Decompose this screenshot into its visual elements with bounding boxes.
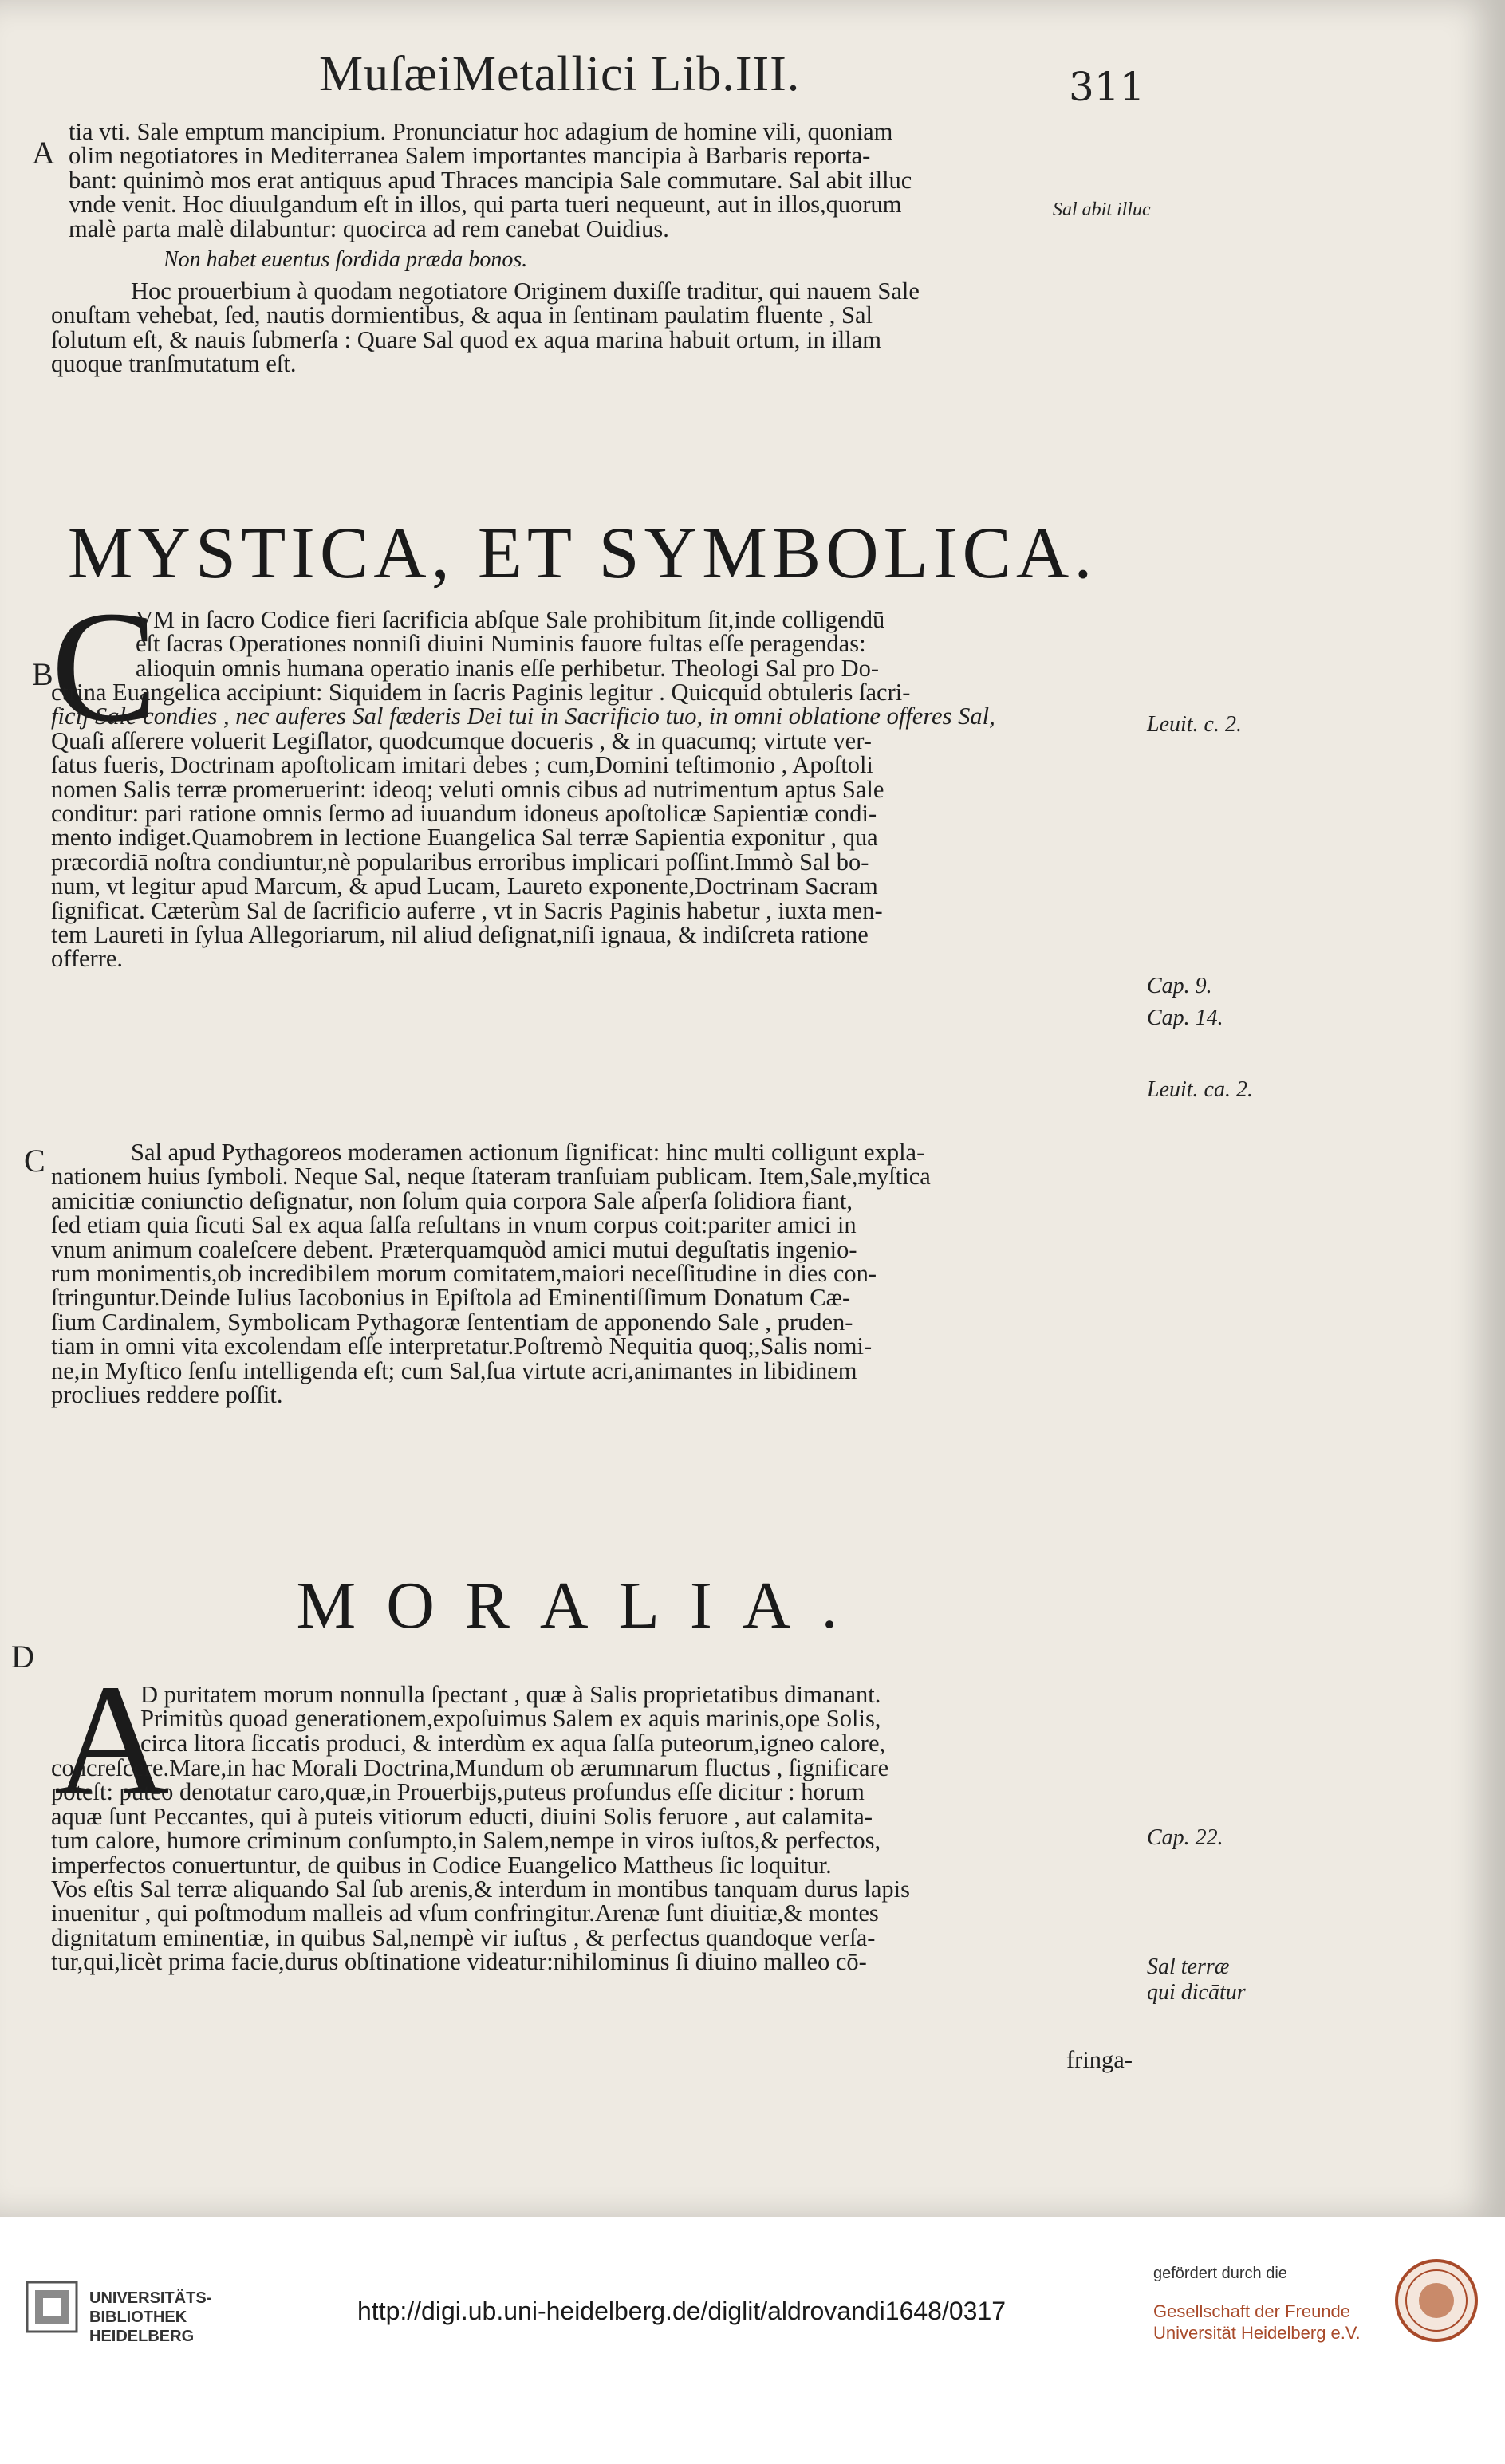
text-line: quoque tranſmutatum eſt. [51,350,297,378]
text-line: rum monimentis,ob incredibilem morum comitatem,maiori neceſſitudine in dies con- [51,1260,877,1288]
university-library-logo-icon [24,2279,80,2338]
sponsor-label: gefördert durch die [1153,2265,1287,2282]
sponsor-name-line: Universität Heidelberg e.V. [1153,2323,1361,2343]
text-line: olim negotiatores in Mediterranea Salem importantes mancipia à Barbaris reporta- [69,142,871,170]
text-line: amicitiæ coniunctio deſignatur, non ſolum quia corpora Sale aſperſa ſolidiora fiant, [51,1187,853,1214]
text-line: ctrina Euangelica accipiunt: Siquidem in ſacris Paginis legitur . Quicquid obtuleris ſacri- [51,679,911,706]
marginal-note-qui-dicatur: qui dicātur [1147,1980,1246,2005]
text-line: Quaſi aſſerere voluerit Legiſlator, quodcumque docueris , & in quacumq; virtute ver- [51,726,872,754]
text-line: ſtringuntur.Deinde Iulius Iacobonius in Epiſtola ad Eminentiſſimum Donatum Cæ- [51,1284,851,1312]
text-line: eſt ſacras Operationes nonniſi diuini Numinis fauore fultas eſſe peragendas: [136,630,866,658]
text-line: num, vt legitur apud Marcum, & apud Lucam, Laureto exponente,Doctrinam Sacram [51,872,878,900]
text-line: onuſtam vehebat, ſed, nautis dormientibus, & aqua in ſentinam paulatim fluente , Sal [51,301,873,329]
text-line: nationem huius ſymboli. Neque Sal, neque ſtateram tranſuiam publicam. Item,Sale,myſtica [51,1163,931,1191]
text-line: Vos eſtis Sal terræ aliquando Sal ſub arenis,& interdum in montibus tanquam durus lapis [51,1876,910,1903]
marginal-note-cap9: Cap. 9. [1147,974,1212,998]
catchword: fringa- [1066,2046,1133,2073]
text-line: tem Laureti in ſylua Allegoriarum, nil aliud deſignat,niſi ignaua, & indiſcreta ratione [51,921,869,949]
text-line: Hoc prouerbium à quodam negotiatore Originem duxiſſe traditur, qui nauem Sale [131,277,920,305]
section-heading-mystica: MYSTICA, ET SYMBOLICA. [67,512,1097,593]
text-line: D puritatem morum nonnulla ſpectant , quæ à Salis proprietatibus dimanant. [140,1681,881,1708]
dropcap-c: C [51,579,158,755]
text-line: inuenitur , qui poſtmodum malleis ad vſum confringitur.Arenæ ſunt diuitiæ,& montes [51,1899,879,1927]
marginal-note-leuit-c2: Leuit. c. 2. [1147,712,1242,737]
library-name-line: UNIVERSITÄTS- [89,2289,212,2307]
section-heading-moralia: MORALIA. [296,1569,869,1643]
text-line: ſolutum eſt, & nauis ſubmerſa : Quare Sal quod ex aqua marina habuit ortum, in illam [51,325,882,353]
text-line: ſatus fueris, Doctrinam apoſtolicam imitari debes ; cum,Domini teſtimonio , Apoſtoli [51,751,873,779]
text-line: concreſcere.Mare,in hac Morali Doctrina,Mundum ob ærumnarum fluctus , ſignificare [51,1754,889,1781]
library-name-line: BIBLIOTHEK [89,2309,187,2326]
page-number: 311 [1069,64,1145,110]
library-name [89,2289,211,2346]
text-line: ſignificat. Cæterùm Sal de ſacrificio auferre , vt in Sacris Paginis habetur , iuxta men- [51,896,883,924]
text-line: malè parta malè dilabuntur: quocirca ad rem canebat Ouidius. [69,215,669,242]
mystica-first-lines [136,608,1136,680]
text-line: tiam in omni vita excolendam eſſe interpretatur.Poſtremò Nequitia quoq;,Salis nomi- [51,1332,873,1360]
text-line: tia vti. Sale emptum mancipium. Pronunciatur hoc adagium de homine vili, quoniam [69,118,893,145]
dropcap-a: A [54,1652,170,1828]
intro-paragraph-2 [51,279,1136,376]
text-line: procliues reddere poſſit. [51,1381,283,1409]
text-line: ne,in Myſtico ſenſu intelligenda eſt; cum Sal,ſua virtute acri,animantes in libidinem [51,1356,857,1384]
marginal-note-cap22: Cap. 22. [1147,1825,1223,1850]
running-header-title: MuſæiMetallici Lib.III. [319,47,801,101]
text-line: aquæ ſunt Peccantes, qui à puteis vitiorum educti, diuini Solis feruore , aut calamita- [51,1802,873,1830]
marginal-note-sal-abit: Sal abit illuc [1053,199,1151,220]
text-line: dignitatum eminentiæ, in quibus Sal,nempè vir iuſtus , & perfectus quandoque verſa- [51,1923,876,1951]
text-line: conditur: pari ratione omnis ſermo ad iuuandum idoneus apoſtolicæ Sapientiæ condi- [51,800,877,828]
text-line: præcordiā noſtra condiuntur,nè popularibus erroribus implicari poſſint.Immò Sal bo- [51,848,869,876]
text-line: alioquin omnis humana operatio inanis eſſe perhibetur. Theologi Sal pro Do- [136,654,880,682]
text-line: ſed etiam quia ſicuti Sal ex aqua ſalſa reſultans in vnum corpus coit:pariter amici in [51,1211,857,1239]
source-url-link[interactable]: http://digi.ub.uni-heidelberg.de/diglit/aldrovandi1648/0317 [357,2297,1007,2325]
marginal-note-sal-terra: Sal terræ [1147,1954,1230,1979]
text-line: Primitùs quoad generationem,expoſuimus Salem ex aquis marinis,ope Solis, [140,1705,881,1733]
margin-letter-c: C [24,1143,45,1179]
sponsor-name-line: Gesellschaft der Freunde [1153,2301,1351,2321]
library-name-line: HEIDELBERG [89,2328,195,2345]
text-line: mento indiget.Quamobrem in lectione Euangelica Sal terræ Sapientia exponitur , qua [51,824,878,852]
text-line: bant: quinimò mos erat antiquus apud Thraces mancipia Sale commutare. Sal abit illuc [69,166,912,194]
text-line: nomen Salis terræ promeruerint: ideoq; veluti omnis cibus ad nutrimentum aptus Sale [51,775,884,803]
intro-paragraph [69,120,1137,241]
text-line: tum calore, humore criminum conſumpto,in Salem,nempe in viros iuſtos,& perfectos, [51,1827,881,1855]
text-line: VM in ſacro Codice fieri ſacrificia abſque Sale prohibitum ſit,inde colligendū [136,606,885,633]
ovid-verse: Non habet euentus ſordida præda bonos. [164,247,528,272]
text-line: poteſt: puteo denotatur caro,quæ,in Prouerbijs,puteus profundus eſſe dicitur : horum [51,1778,865,1806]
moralia-first-lines [140,1683,1137,1755]
margin-letter-a: A [32,135,55,171]
text-line: ſium Cardinalem, Symbolicam Pythagoræ ſententiam de apponendo Sale , pruden- [51,1308,853,1336]
marginal-note-cap14: Cap. 14. [1147,1006,1223,1030]
mystica-paragraph [51,680,1136,971]
text-line: tur,qui,licèt prima facie,durus obſtinatione videatur:nihilominus ſi diuino malleo cō- [51,1948,867,1976]
text-line: vnde venit. Hoc diuulgandum eſt in illos, qui parta tueri nequeunt, aut in illos,quorum [69,191,902,218]
pythagoreos-paragraph [51,1140,1136,1407]
text-line: imperfectos conuertuntur, de quibus in Codice Euangelico Mattheus ſic loquitur. [51,1851,832,1879]
society-seal-icon [1393,2257,1480,2348]
text-line: vnum animum coaleſcere debent. Præterquamquòd amici mutui deguſtatis ingenio- [51,1235,857,1263]
text-line: ficij Sale condies , nec auferes Sal fæderis Dei tui in Sacrificio tuo, in omni oblatione offeres Sal, [51,703,995,730]
sponsor-name [1153,2301,1361,2344]
marginal-note-leuit-ca2: Leuit. ca. 2. [1147,1077,1253,1102]
margin-letter-b: B [32,656,53,692]
text-line: offerre. [51,945,124,973]
text-line: Sal apud Pythagoreos moderamen actionum ſignificat: hinc multi colligunt expla- [131,1139,925,1166]
text-line: circa litora ſiccatis produci, & interdùm ex aqua ſalſa puteorum,igneo calore, [140,1729,886,1757]
moralia-paragraph [51,1756,1137,1974]
margin-letter-d: D [11,1639,34,1675]
